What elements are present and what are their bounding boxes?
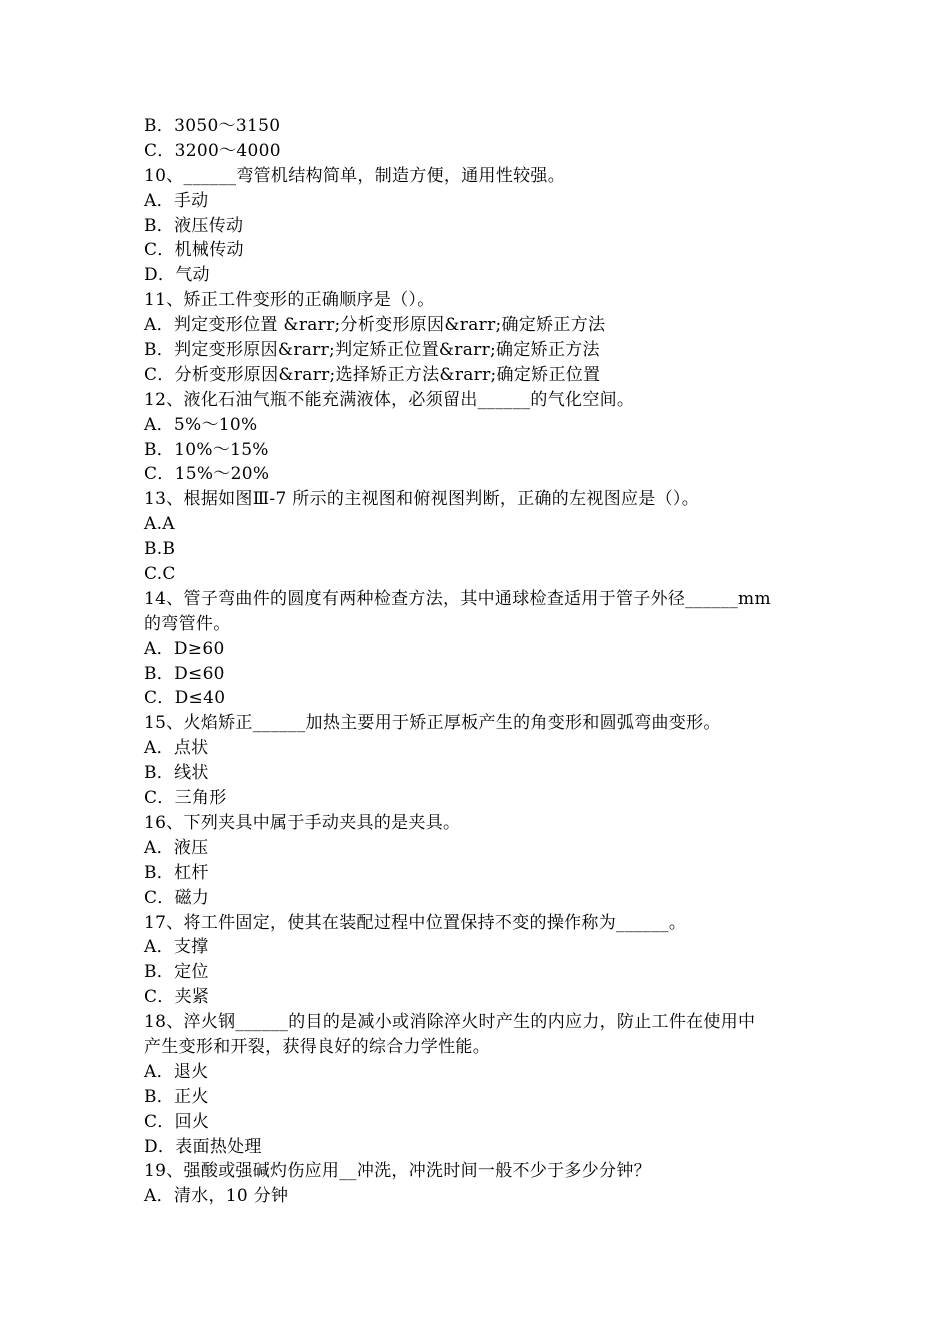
option-line: A．判定变形位置 &rarr;分析变形原因&rarr;确定矫正方法 [144, 315, 606, 336]
option-line: B．杠杆 [144, 862, 209, 883]
option-line: B．3050～3150 [144, 116, 281, 136]
question-10: 10、______弯管机结构简单，制造方便，通用性较强。 [144, 165, 566, 186]
question-15: 15、火焰矫正______加热主要用于矫正厚板产生的角变形和圆弧弯曲变形。 [144, 713, 721, 734]
option-line: B．液压传动 [144, 215, 244, 236]
option-line: A．手动 [144, 190, 209, 211]
option-line: C．回火 [144, 1111, 210, 1132]
option-line: C．15%～20% [144, 464, 270, 485]
option-line: B．D≤60 [144, 663, 225, 684]
question-12: 12、液化石油气瓶不能充满液体，必须留出______的气化空间。 [144, 389, 635, 410]
option-line: A．清水，10 分钟 [144, 1186, 289, 1207]
document-body [144, 114, 814, 1209]
option-line: A．支撑 [144, 937, 209, 958]
question-17: 17、将工件固定，使其在装配过程中位置保持不变的操作称为______。 [144, 912, 687, 933]
option-line: B．正火 [144, 1086, 209, 1107]
question-18: 18、淬火钢______的目的是减小或消除淬火时产生的内应力，防止工件在使用中 [144, 1012, 756, 1033]
option-line: C．夹紧 [144, 987, 210, 1008]
option-line: C．3200～4000 [144, 140, 281, 161]
option-line: A．点状 [144, 738, 209, 759]
option-line: B．判定变形原因&rarr;判定矫正位置&rarr;确定矫正方法 [144, 340, 600, 361]
option-line: A．5%～10% [144, 414, 258, 435]
option-line: A．液压 [144, 837, 209, 858]
option-line: C.C [144, 564, 176, 585]
option-line: A．D≥60 [144, 638, 225, 659]
question-14-continued: 的弯管件。 [144, 613, 231, 634]
option-line: C．分析变形原因&rarr;选择矫正方法&rarr;确定矫正位置 [144, 364, 601, 385]
option-line: B．10%～15% [144, 439, 269, 460]
option-line: A．退火 [144, 1061, 209, 1082]
option-line: B．定位 [144, 962, 209, 983]
option-line: C．机械传动 [144, 240, 244, 261]
option-line: D．气动 [144, 265, 210, 286]
option-line: D．表面热处理 [144, 1136, 262, 1157]
question-18-continued: 产生变形和开裂，获得良好的综合力学性能。 [144, 1036, 490, 1057]
option-line: C．三角形 [144, 788, 227, 809]
option-line: C．D≤40 [144, 688, 226, 709]
question-11: 11、矫正工件变形的正确顺序是（）。 [144, 290, 435, 311]
question-19: 19、强酸或强碱灼伤应用__冲洗，冲洗时间一般不少于多少分钟？ [144, 1161, 651, 1182]
option-line: B．线状 [144, 763, 209, 784]
question-14: 14、管子弯曲件的圆度有两种检查方法，其中通球检查适用于管子外径______mm [144, 588, 771, 609]
option-line: C．磁力 [144, 887, 210, 908]
option-line: B.B [144, 539, 176, 560]
option-line: A.A [144, 514, 175, 535]
question-16: 16、下列夹具中属于手动夹具的是夹具。 [144, 812, 461, 833]
question-13: 13、根据如图Ⅲ-7 所示的主视图和俯视图判断，正确的左视图应是（）。 [144, 489, 699, 510]
